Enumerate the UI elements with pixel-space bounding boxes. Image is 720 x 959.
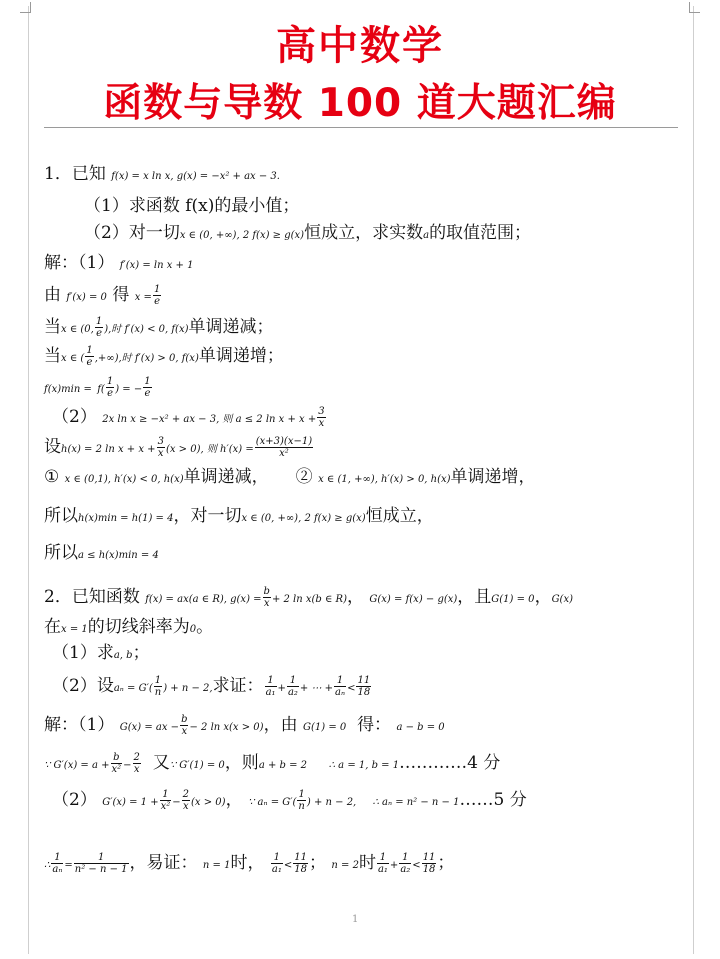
problem-2-solution-line: ∴ $\frac{1}{\text{aₙ}}$ = $\frac{1}{\text{n² − n − 1}}$ ，易证： n = 1时， $\frac{1}{\text{a₁}}$ < $\frac{11}{18}$ ； n = 2时 $\frac{1}{\text{a₁}}$ + $\frac{1}{\text{a₂}}$ < $\frac{11}{18}$ ； <box>44 852 455 875</box>
problem-1-solution-line: f(x)min = f( $\frac{1}{e}$ ) = − $\frac{1}{e}$ <box>44 376 151 399</box>
problem-1-question-2: （2）对一切x ∈ (0, +∞), 2 f(x) ≥ g(x)恒成立，求实数a的取值范围； <box>84 223 532 243</box>
problem-2-solution-line: 解：（1） G(x) = ax − $\frac{b}{x}$ − 2 ln x(x > 0)，由 G(1) = 0 得： a − b = 0 <box>44 714 445 737</box>
problem-2-solution-line: ∵ G′(x) = a + $\frac{b}{\text{x²}}$ − $\frac{2}{x}$ 又∵ G′(1) = 0，则a + b = 2 ∴ a = 1, b = 1…………4 分 <box>44 752 501 775</box>
problem-2-question-1: （1）求a, b； <box>52 643 150 663</box>
crop-mark <box>689 2 700 13</box>
problem-2-solution-line: （2） G′(x) = 1 + $\frac{1}{\text{x²}}$ − $\frac{2}{x}$ (x > 0)， ∵ aₙ = G′( $\frac{1}{n}$ ) + n − 2, ∴ aₙ = n² − n − 1……5 分 <box>52 789 527 812</box>
problem-2-stem: 2．已知函数 f(x) = ax(a ∈ R), g(x) = $\frac{b}{x}$ + 2 ln x(b ∈ R)， G(x) = f(x) − g(x)，且G(1) = 0，G(x) <box>44 586 573 609</box>
problem-1-solution-line: 由 f′(x) = 0 得 x = $\frac{1}{e}$ <box>44 284 161 307</box>
problem-1-solution-line: 所以a ≤ h(x)min = 4 <box>44 543 159 563</box>
page-title: 高中数学 <box>276 23 444 69</box>
title-divider <box>44 127 678 128</box>
problem-1-solution-line: 设h(x) = 2 ln x + x + $\frac{3}{x}$ (x > 0), 则 h′(x) = $\frac{(x+3)(x-1)}{\text{x²}}$ <box>44 436 313 459</box>
problem-2-question-2: （2）设aₙ = G′( $\frac{1}{n}$ ) + n − 2,求证： $\frac{1}{\text{a₁}}$ + $\frac{1}{\text{a₂}}$ + ⋯ + $\frac{1}{\text{aₙ}}$ < $\frac{11}{18}$ <box>52 675 371 698</box>
problem-1-solution-line: 当x ∈ (0, $\frac{1}{e}$ ),时 f′(x) < 0, f(x)单调递减； <box>44 316 274 339</box>
problem-1-solution-line: 当x ∈ ( $\frac{1}{e}$ ,+∞),时 f′(x) > 0, f(x)单调递增； <box>44 345 284 368</box>
problem-1-stem: 1．已知 f(x) = x ln x, g(x) = −x² + ax − 3. <box>44 164 280 184</box>
problem-1-solution-line: ① x ∈ (0,1), h′(x) < 0, h(x)单调递减， ② x ∈ (1, +∞), h′(x) > 0, h(x)单调递增， <box>44 467 536 487</box>
crop-mark <box>20 2 31 13</box>
problem-1-question-1: （1）求函数 f(x)的最小值； <box>84 196 300 216</box>
page-subtitle: 函数与导数 100 道大题汇编 <box>103 81 617 126</box>
problem-2-stem: 在x = 1的切线斜率为0。 <box>44 617 214 637</box>
problem-1-solution-line: 所以h(x)min = h(1) = 4，对一切x ∈ (0, +∞), 2 f(x) ≥ g(x)恒成立， <box>44 506 434 526</box>
problem-1-solution-line: 解：（1） f′(x) = ln x + 1 <box>44 253 194 273</box>
problem-1-solution-line: （2） 2x ln x ≥ −x² + ax − 3, 则 a ≤ 2 ln x + x + $\frac{3}{x}$ <box>52 406 325 429</box>
page-number: 1 <box>352 914 359 925</box>
